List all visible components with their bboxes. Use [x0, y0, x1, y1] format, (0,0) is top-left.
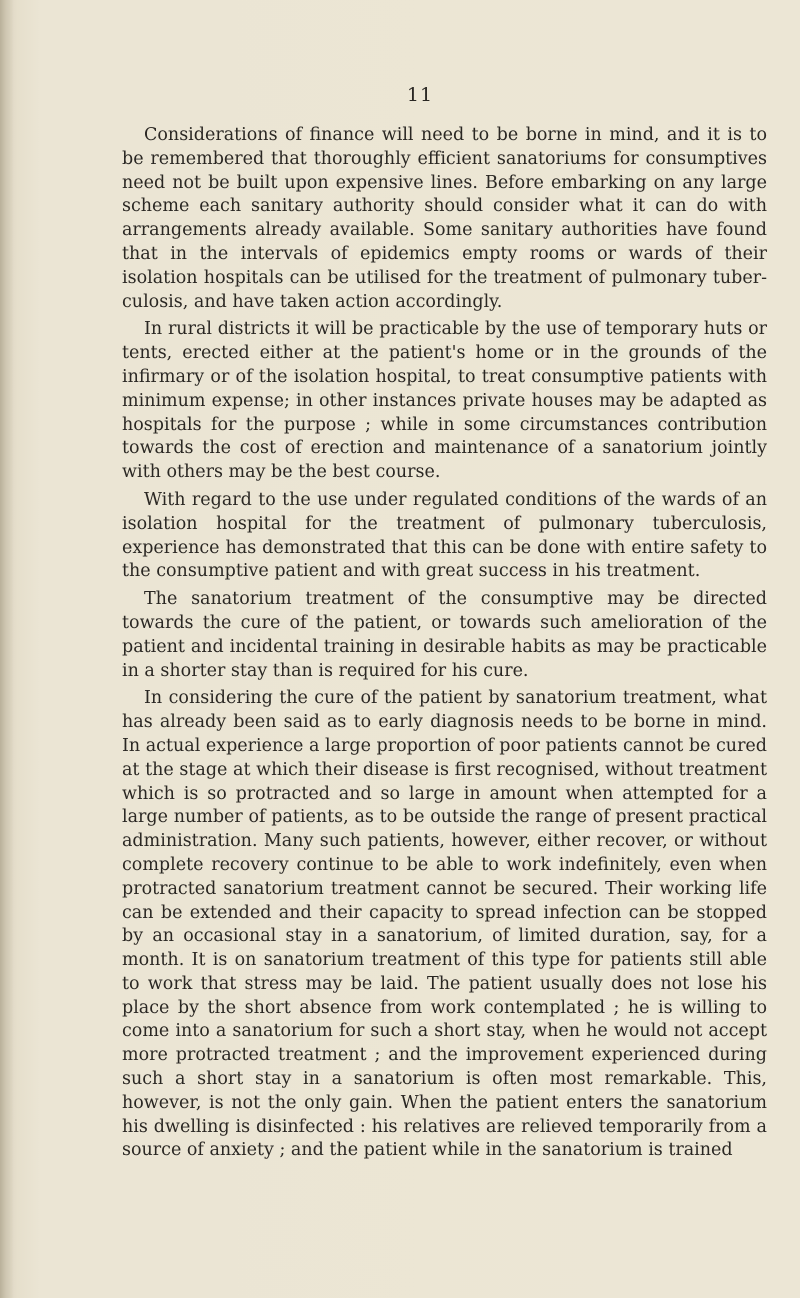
page-number: 11: [406, 84, 434, 106]
paragraph-isolation-wards: With regard to the use under regulated conditions of the wards of an isolation hospital for the treatment of pulmonary tuberculosis, experience has demonstrated that this can be done with entire safety to the consumptive patient and with great success in his treatment.: [122, 489, 767, 582]
paragraph-rural-districts: In rural districts it will be practicable by the use of temporary huts or tents, erected either at the patient's home or in the grounds of the infirmary or of the isolation hospital, to treat consumptive patients with minimum expense; in other instances private houses may be adapted as hospitals for the purpose ; while in some circumstances contribution towards the cost of erection and maintenance of a sanatorium jointly with others may be the best course.: [122, 319, 767, 483]
paragraph-considering-cure: In considering the cure of the patient by sanatorium treatment, what has already been said as to early diagnosis needs to be borne in mind. In actual experience a large proportion of poor patients cannot be cured at the stage at which their disease is first recognised, without treatment which is so protracted and so large in amount when attempted for a large number of patients, as to be outside the range of present practical administration. Many such patients, however, either recover, or without complete recovery continue to be able to work indefinitely, even when protracted sanatorium treatment cannot be secured. Their working life can be extended and their capacity to spread infection can be stopped by an occasional stay in a sanatorium, of limited duration, say, for a month. It is on sanatorium treatment of this type for patients still able to work that stress may be laid. The patient usually does not lose his place by the short absence from work contemplated ; he is willing to come into a sanatorium for such a short stay, when he would not accept more protracted treatment ; and the improvement experienced during such a short stay in a sanatorium is often most remarkable. This, however, is not the only gain. When the patient enters the sanatorium his dwelling is disinfected : his relatives are relieved temporarily from a source of anxiety ; and the patient while in the sanatorium is trained: [122, 688, 767, 1161]
body-text: [122, 124, 767, 1167]
paragraph-finance: Considerations of finance will need to be borne in mind, and it is to be remembered that thoroughly efficient sanatoriums for consumptives need not be built upon expensive lines. Before embarking on any large scheme each sanitary authority should consider what it can do with arrangements already available. Some sanitary authorities have found that in the intervals of epidemics empty rooms or wards of their isolation hospitals can be utilised for the treatment of pulmonary tuberculosis, and have taken action accordingly.: [122, 125, 767, 312]
binding-shadow: [0, 0, 14, 1298]
paragraph-sanatorium-treatment: The sanatorium treatment of the consumptive may be directed towards the cure of the patient, or towards such amelioration of the patient and incidental training in desirable habits as may be practicable in a shorter stay than is required for his cure.: [122, 589, 767, 681]
